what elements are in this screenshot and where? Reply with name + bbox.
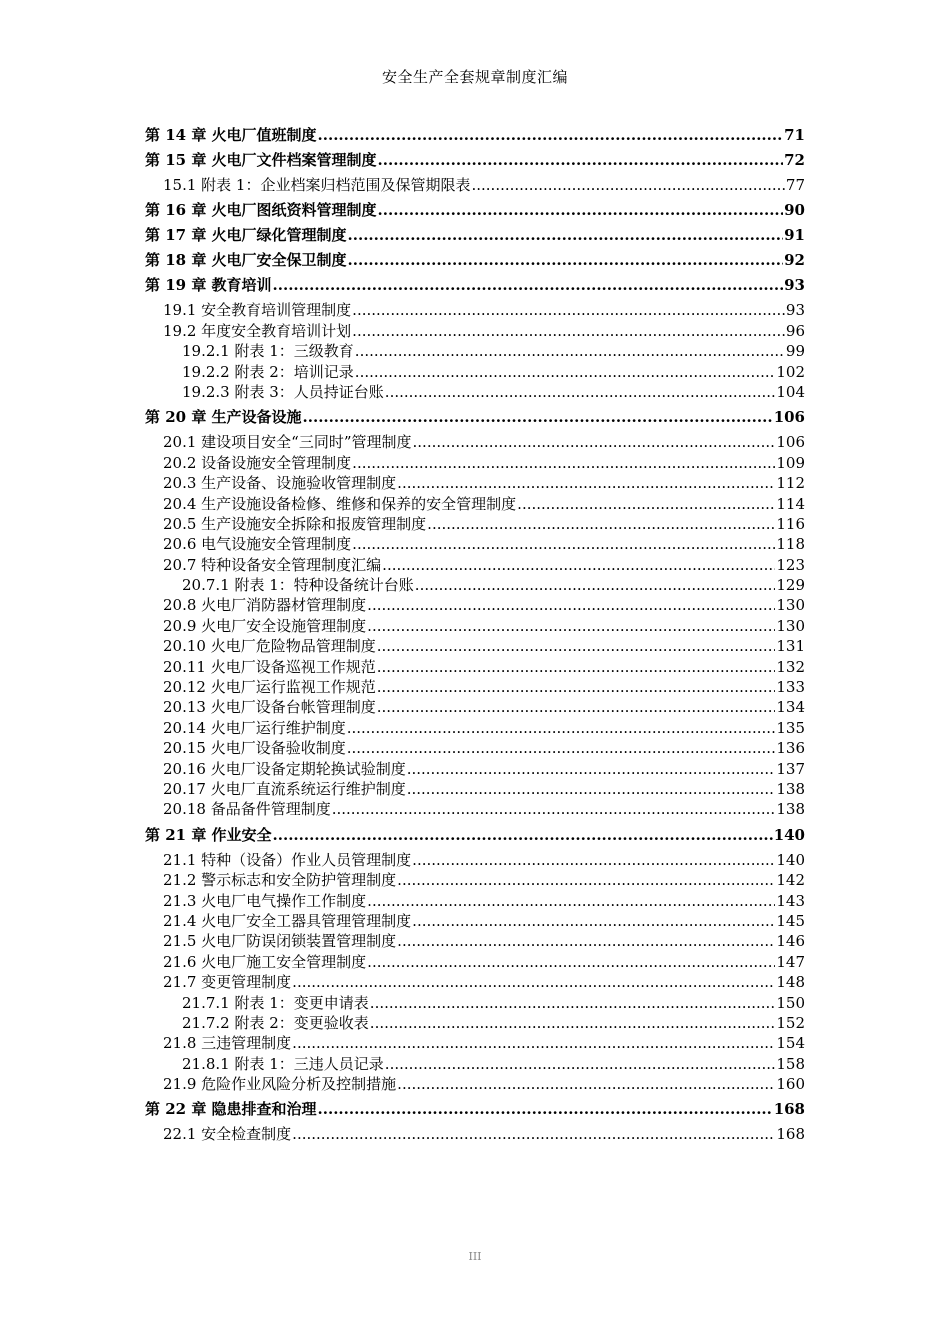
toc-section-entry[interactable] [145, 891, 805, 911]
toc-entry-page: 96 [785, 321, 805, 340]
toc-dot-leader [427, 514, 775, 534]
toc-entry-page: 135 [776, 718, 805, 737]
toc-section-entry[interactable] [145, 534, 805, 554]
toc-chapter-entry[interactable] [145, 275, 805, 295]
toc-section-entry[interactable] [145, 555, 805, 575]
toc-section-entry[interactable] [145, 514, 805, 534]
toc-entry-title: 20.15 火电厂设备验收制度 [163, 739, 346, 758]
toc-dot-leader [332, 799, 776, 819]
toc-section-entry[interactable] [145, 657, 805, 677]
toc-dot-leader [517, 494, 775, 514]
toc-entry-page: 131 [776, 637, 805, 656]
toc-dot-leader [412, 850, 775, 870]
toc-entry-page: 154 [776, 1034, 805, 1053]
toc-entry-page: 136 [776, 739, 805, 758]
toc-entry-page: 168 [773, 1100, 805, 1119]
toc-dot-leader [348, 225, 784, 245]
toc-dot-leader [412, 911, 775, 931]
toc-subsection-entry[interactable] [145, 382, 805, 402]
toc-entry-page: 130 [776, 596, 805, 615]
toc-section-entry[interactable] [145, 799, 805, 819]
toc-entry-page: 145 [776, 911, 805, 930]
toc-entry-page: 168 [776, 1125, 805, 1144]
toc-dot-leader [303, 407, 773, 427]
toc-entry-title: 20.16 火电厂设备定期轮换试验制度 [163, 759, 406, 778]
toc-entry-title: 21.7 变更管理制度 [163, 973, 292, 992]
toc-chapter-entry[interactable] [145, 825, 805, 845]
toc-dot-leader [385, 382, 776, 402]
toc-dot-leader [318, 125, 784, 145]
toc-entry-page: 71 [784, 126, 805, 144]
toc-entry-title: 20.14 火电厂运行维护制度 [163, 718, 346, 737]
toc-chapter-entry[interactable] [145, 407, 805, 427]
toc-entry-page: 129 [776, 576, 805, 595]
toc-section-entry[interactable] [145, 911, 805, 931]
toc-entry-page: 142 [776, 871, 805, 890]
toc-entry-title: 21.4 火电厂安全工器具管理管理制度 [163, 911, 412, 930]
toc-entry-page: 104 [776, 382, 805, 401]
toc-entry-title: 19.2 年度安全教育培训计划 [163, 321, 352, 340]
toc-entry-page: 140 [773, 825, 805, 844]
toc-entry-page: 138 [776, 779, 805, 798]
toc-dot-leader [367, 616, 775, 636]
toc-section-entry[interactable] [145, 321, 805, 341]
toc-entry-title: 19.1 安全教育培训管理制度 [163, 301, 352, 320]
toc-entry-title: 第 21 章 作业安全 [145, 825, 272, 844]
toc-entry-page: 138 [776, 800, 805, 819]
toc-dot-leader [352, 534, 775, 554]
toc-dot-leader [397, 473, 775, 493]
toc-entry-page: 148 [776, 973, 805, 992]
toc-dot-leader [415, 575, 776, 595]
toc-subsection-entry[interactable] [145, 993, 805, 1013]
toc-entry-title: 第 18 章 火电厂安全保卫制度 [145, 251, 347, 270]
toc-entry-title: 21.6 火电厂施工安全管理制度 [163, 952, 367, 971]
toc-subsection-entry[interactable] [145, 341, 805, 361]
toc-entry-title: 21.1 特种（设备）作业人员管理制度 [163, 850, 412, 869]
toc-entry-page: 152 [776, 1013, 805, 1032]
toc-entry-page: 112 [776, 474, 805, 493]
toc-entry-title: 第 22 章 隐患排查和治理 [145, 1100, 317, 1119]
toc-dot-leader [413, 432, 776, 452]
toc-entry-title: 20.2 设备设施安全管理制度 [163, 453, 352, 472]
toc-entry-page: 160 [776, 1075, 805, 1094]
toc-entry-title: 20.4 生产设施设备检修、维修和保养的安全管理制度 [163, 494, 517, 513]
toc-entry-title: 第 20 章 生产设备设施 [145, 408, 302, 427]
toc-entry-title: 19.2.1 附表 1：三级教育 [182, 342, 354, 361]
toc-dot-leader [292, 1033, 775, 1053]
toc-dot-leader [355, 362, 776, 382]
toc-section-entry[interactable] [145, 850, 805, 870]
toc-entry-page: 109 [776, 453, 805, 472]
toc-section-entry[interactable] [145, 759, 805, 779]
toc-subsection-entry[interactable] [145, 1054, 805, 1074]
toc-dot-leader [352, 321, 785, 341]
toc-entry-page: 99 [785, 342, 805, 361]
toc-dot-leader [273, 825, 773, 845]
toc-chapter-entry[interactable] [145, 200, 805, 220]
toc-section-entry[interactable] [145, 1033, 805, 1053]
toc-dot-leader [382, 555, 775, 575]
toc-dot-leader [397, 870, 775, 890]
toc-entry-title: 第 15 章 火电厂文件档案管理制度 [145, 151, 377, 169]
toc-dot-leader [352, 300, 785, 320]
toc-dot-leader [348, 250, 784, 270]
toc-entry-title: 15.1 附表 1：企业档案归档范围及保管期限表 [163, 176, 471, 194]
toc-dot-leader [352, 453, 775, 473]
toc-entry-title: 19.2.3 附表 3：人员持证台账 [182, 382, 384, 401]
toc-entry-title: 20.18 备品备件管理制度 [163, 800, 331, 819]
page-number: III [468, 1250, 482, 1263]
toc-entry-title: 20.8 火电厂消防器材管理制度 [163, 596, 367, 615]
toc-section-entry[interactable] [145, 636, 805, 656]
toc-entry-page: 93 [785, 301, 805, 320]
toc-entry-title: 20.12 火电厂运行监视工作规范 [163, 678, 376, 697]
toc-dot-leader [273, 275, 784, 295]
toc-entry-title: 20.17 火电厂直流系统运行维护制度 [163, 779, 406, 798]
toc-entry-title: 22.1 安全检查制度 [163, 1125, 292, 1144]
toc-chapter-entry[interactable] [145, 150, 805, 170]
toc-dot-leader [367, 952, 775, 972]
toc-entry-page: 137 [776, 759, 805, 778]
toc-section-entry[interactable] [145, 697, 805, 717]
toc-section-entry[interactable] [145, 870, 805, 890]
toc-entry-page: 130 [776, 616, 805, 635]
toc-dot-leader [377, 657, 776, 677]
toc-dot-leader [347, 718, 776, 738]
toc-dot-leader [292, 1124, 775, 1144]
toc-entry-title: 第 16 章 火电厂图纸资料管理制度 [145, 201, 377, 220]
toc-entry-title: 21.3 火电厂电气操作工作制度 [163, 891, 367, 910]
toc-entry-title: 第 19 章 教育培训 [145, 276, 272, 295]
toc-entry-title: 20.1 建设项目安全“三同时”管理制度 [163, 433, 412, 452]
toc-entry-page: 146 [776, 932, 805, 951]
toc-entry-title: 20.11 火电厂设备巡视工作规范 [163, 657, 376, 676]
toc-entry-title: 20.13 火电厂设备台帐管理制度 [163, 698, 376, 717]
toc-dot-leader [318, 1099, 773, 1119]
toc-dot-leader [397, 931, 775, 951]
toc-section-entry[interactable] [145, 931, 805, 951]
toc-entry-title: 20.5 生产设施安全拆除和报废管理制度 [163, 514, 427, 533]
toc-entry-page: 140 [776, 850, 805, 869]
toc-dot-leader [471, 175, 784, 195]
table-of-contents [145, 120, 805, 1145]
toc-entry-title: 第 14 章 火电厂值班制度 [145, 126, 317, 144]
toc-chapter-entry[interactable] [145, 225, 805, 245]
toc-dot-leader [377, 636, 776, 656]
toc-section-entry[interactable] [145, 175, 805, 195]
toc-entry-page: 90 [784, 201, 805, 220]
toc-chapter-entry[interactable] [145, 125, 805, 145]
toc-entry-page: 134 [776, 698, 805, 717]
toc-dot-leader [397, 1074, 775, 1094]
toc-section-entry[interactable] [145, 972, 805, 992]
toc-entry-page: 102 [776, 362, 805, 381]
toc-entry-page: 158 [776, 1054, 805, 1073]
toc-entry-page: 91 [784, 226, 805, 245]
toc-entry-title: 20.6 电气设施安全管理制度 [163, 535, 352, 554]
toc-section-entry[interactable] [145, 1124, 805, 1144]
toc-entry-title: 20.3 生产设备、设施验收管理制度 [163, 474, 397, 493]
toc-entry-title: 20.7 特种设备安全管理制度汇编 [163, 555, 382, 574]
toc-section-entry[interactable] [145, 595, 805, 615]
toc-section-entry[interactable] [145, 453, 805, 473]
toc-section-entry[interactable] [145, 1074, 805, 1094]
toc-dot-leader [347, 738, 776, 758]
toc-entry-page: 143 [776, 891, 805, 910]
toc-section-entry[interactable] [145, 738, 805, 758]
toc-entry-page: 106 [776, 433, 805, 452]
toc-dot-leader [367, 891, 775, 911]
toc-dot-leader [370, 1013, 776, 1033]
toc-dot-leader [378, 150, 784, 170]
toc-subsection-entry[interactable] [145, 575, 805, 595]
toc-dot-leader [292, 972, 775, 992]
toc-dot-leader [378, 200, 784, 220]
toc-section-entry[interactable] [145, 779, 805, 799]
toc-entry-page: 132 [776, 657, 805, 676]
toc-entry-page: 150 [776, 993, 805, 1012]
toc-entry-page: 116 [776, 514, 805, 533]
toc-entry-page: 72 [784, 151, 805, 169]
toc-entry-page: 118 [776, 535, 805, 554]
toc-dot-leader [385, 1054, 776, 1074]
toc-section-entry[interactable] [145, 473, 805, 493]
toc-dot-leader [377, 697, 776, 717]
toc-dot-leader [355, 341, 785, 361]
toc-chapter-entry[interactable] [145, 250, 805, 270]
toc-section-entry[interactable] [145, 718, 805, 738]
toc-entry-title: 20.9 火电厂安全设施管理制度 [163, 616, 367, 635]
toc-chapter-entry[interactable] [145, 1099, 805, 1119]
toc-entry-page: 123 [776, 555, 805, 574]
toc-entry-page: 77 [785, 176, 805, 194]
toc-entry-title: 20.10 火电厂危险物品管理制度 [163, 637, 376, 656]
toc-entry-title: 21.7.2 附表 2：变更验收表 [182, 1013, 369, 1032]
toc-entry-page: 133 [776, 678, 805, 697]
toc-entry-page: 93 [784, 276, 805, 295]
toc-subsection-entry[interactable] [145, 362, 805, 382]
toc-entry-title: 第 17 章 火电厂绿化管理制度 [145, 226, 347, 245]
toc-section-entry[interactable] [145, 432, 805, 452]
toc-entry-title: 19.2.2 附表 2：培训记录 [182, 362, 354, 381]
toc-entry-title: 21.8 三违管理制度 [163, 1034, 292, 1053]
toc-entry-title: 20.7.1 附表 1：特种设备统计台账 [182, 576, 414, 595]
toc-dot-leader [407, 759, 776, 779]
toc-entry-page: 92 [784, 251, 805, 270]
toc-entry-page: 106 [773, 408, 805, 427]
toc-section-entry[interactable] [145, 300, 805, 320]
toc-entry-title: 21.2 警示标志和安全防护管理制度 [163, 871, 397, 890]
toc-section-entry[interactable] [145, 494, 805, 514]
toc-subsection-entry[interactable] [145, 1013, 805, 1033]
toc-entry-title: 21.5 火电厂防误闭锁装置管理制度 [163, 932, 397, 951]
toc-entry-title: 21.7.1 附表 1：变更申请表 [182, 993, 369, 1012]
toc-section-entry[interactable] [145, 952, 805, 972]
toc-section-entry[interactable] [145, 616, 805, 636]
page-header: 安全生产全套规章制度汇编 [381, 68, 568, 86]
toc-section-entry[interactable] [145, 677, 805, 697]
toc-entry-page: 114 [776, 494, 805, 513]
toc-dot-leader [407, 779, 776, 799]
toc-entry-title: 21.9 危险作业风险分析及控制措施 [163, 1075, 397, 1094]
toc-dot-leader [377, 677, 776, 697]
toc-dot-leader [370, 993, 776, 1013]
toc-entry-page: 147 [776, 952, 805, 971]
toc-entry-title: 21.8.1 附表 1：三违人员记录 [182, 1054, 384, 1073]
toc-dot-leader [367, 595, 775, 615]
